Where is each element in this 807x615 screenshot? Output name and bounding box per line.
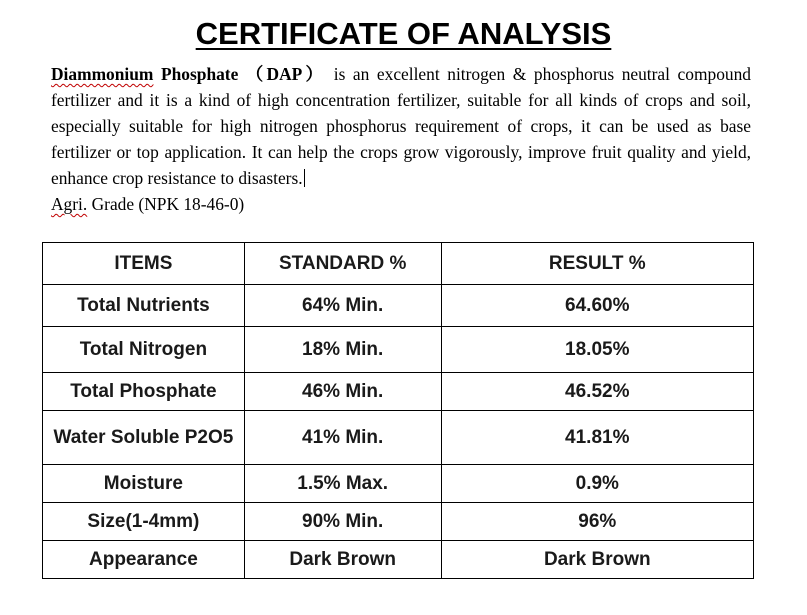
table-row	[43, 327, 754, 373]
table-row	[43, 411, 754, 465]
cell-result: 18.05%	[441, 327, 753, 373]
cell-standard: 1.5% Max.	[244, 465, 441, 503]
cell-item: Total Nutrients	[43, 285, 245, 327]
table-row	[43, 541, 754, 579]
cell-item: Appearance	[43, 541, 245, 579]
table-row	[43, 465, 754, 503]
product-name-rest: Phosphate （DAP）	[161, 64, 327, 84]
cell-result: 64.60%	[441, 285, 753, 327]
cell-item: Size(1-4mm)	[43, 503, 245, 541]
cell-standard: 18% Min.	[244, 327, 441, 373]
header-result: RESULT %	[441, 243, 753, 285]
cell-item: Water Soluble P2O5	[43, 411, 245, 465]
grade-line[interactable]	[51, 191, 244, 217]
cell-item: Moisture	[43, 465, 245, 503]
table-row	[43, 503, 754, 541]
header-standard: STANDARD %	[244, 243, 441, 285]
analysis-table	[42, 242, 754, 579]
cell-standard: 90% Min.	[244, 503, 441, 541]
cell-standard: 64% Min.	[244, 285, 441, 327]
cell-standard: 46% Min.	[244, 373, 441, 411]
cell-result: Dark Brown	[441, 541, 753, 579]
cell-result: 0.9%	[441, 465, 753, 503]
product-name: Diammonium	[51, 64, 154, 84]
table-row	[43, 373, 754, 411]
cell-result: 41.81%	[441, 411, 753, 465]
cell-result: 96%	[441, 503, 753, 541]
text-cursor	[304, 169, 305, 187]
cell-item: Total Nitrogen	[43, 327, 245, 373]
cell-standard: 41% Min.	[244, 411, 441, 465]
cell-standard: Dark Brown	[244, 541, 441, 579]
intro-paragraph[interactable]	[51, 61, 751, 191]
cell-result: 46.52%	[441, 373, 753, 411]
header-items: ITEMS	[43, 243, 245, 285]
table-header-row	[43, 243, 754, 285]
document-title-text: CERTIFICATE OF ANALYSIS	[195, 16, 612, 51]
grade-text: Grade (NPK 18-46-0)	[91, 194, 245, 214]
product-description: is an excellent nitrogen & phosphorus neutral compound fertilizer and it is a kind of high concentration fertilizer, suitable for all kinds of crops and soil, especially suitable for high nitrogen phosphorus requirement of crops, it can be used as base fertilizer or top application. It can help the crops grow vigorously, improve fruit quality and yield, enhance crop resistance to disasters.	[51, 64, 751, 188]
cell-item: Total Phosphate	[43, 373, 245, 411]
grade-prefix: Agri.	[51, 194, 88, 214]
table-row	[43, 285, 754, 327]
document-title	[0, 14, 807, 54]
